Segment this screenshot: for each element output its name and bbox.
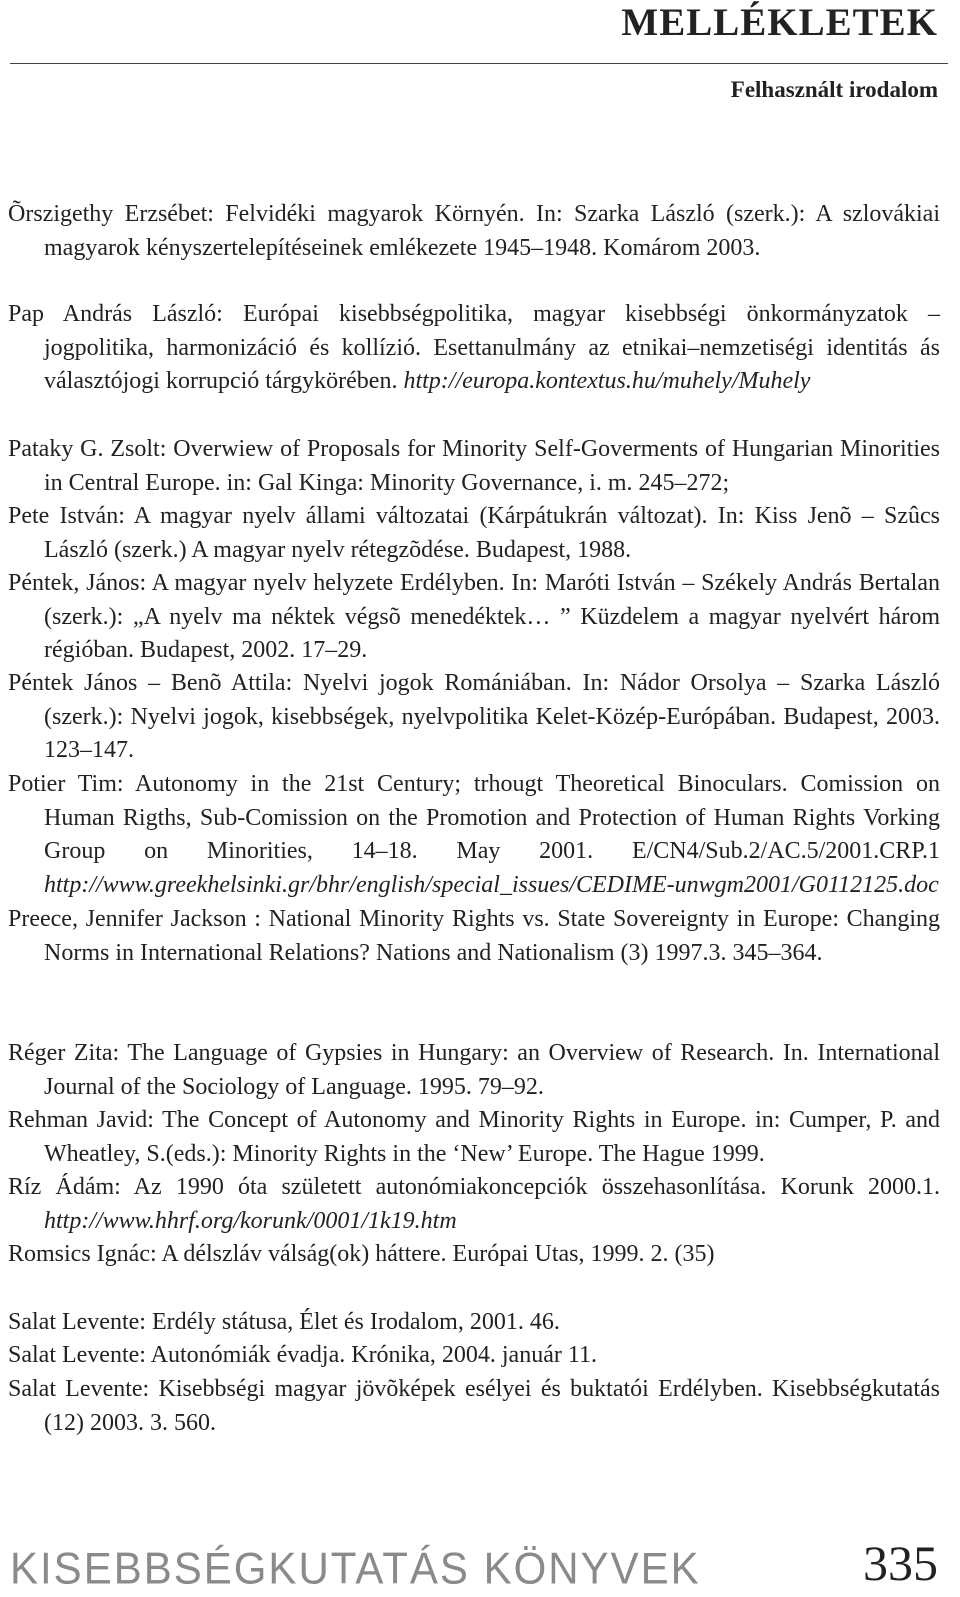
- reference-item: Ríz Ádám: Az 1990 óta született autonómiakoncepciók összehasonlítása. Korunk 2000.1. http://www.hhrf.org/korunk/0001/1k19.htm: [8, 1174, 940, 1234]
- reference-item: Salat Levente: Kisebbségi magyar jövõképek esélyei és buktatói Erdélyben. Kisebbségkutatás (12) 2003. 3. 560.: [8, 1376, 940, 1436]
- header-rule: [10, 63, 948, 64]
- reference-item: Pete István: A magyar nyelv állami változatai (Kárpátukrán változat). In: Kiss Jenõ – Szûcs László (szerk.) A magyar nyelv rétegzõdése. Budapest, 1988.: [8, 503, 940, 563]
- reference-item: Pap András László: Európai kisebbségpolitika, magyar kisebbségi önkormányzatok – jogpolitika, harmonizáció és kollízió. Esettanulmány az etnikai–nemzetiségi identitás ás választójogi korrupció tárgykörében. http://europa.kontextus.hu/muhely/Muhely: [8, 301, 940, 394]
- reference-url-link[interactable]: http://www.greekhelsinki.gr/bhr/english/special_issues/CEDIME-unwgm2001/G0112125.doc: [44, 871, 939, 898]
- page-header-title: MELLÉKLETEK: [621, 1, 938, 44]
- reference-item: Romsics Ignác: A délszláv válság(ok) háttere. Európai Utas, 1999. 2. (35): [8, 1241, 715, 1267]
- reference-url-link[interactable]: http://europa.kontextus.hu/muhely/Muhely: [403, 368, 811, 394]
- reference-item: Péntek János – Benõ Attila: Nyelvi jogok Romániában. In: Nádor Orsolya – Szarka László (szerk.): Nyelvi jogok, kisebbségek, nyelvpolitika Kelet-Közép-Európában. Budapest, 2003. 123–147.: [8, 670, 940, 763]
- reference-item: Pataky G. Zsolt: Overwiew of Proposals for Minority Self-Goverments of Hungarian Minorities in Central Europe. in: Gal Kinga: Minority Governance, i. m. 245–272;: [8, 436, 940, 496]
- reference-item: Õrszigethy Erzsébet: Felvidéki magyarok Környén. In: Szarka László (szerk.): A szlovákiai magyarok kényszertelepítéseinek emlékezete 1945–1948. Komárom 2003.: [8, 201, 940, 261]
- section-title: Felhasznált irodalom: [730, 77, 938, 102]
- reference-item: Preece, Jennifer Jackson : National Minority Rights vs. State Sovereignty in Europe: Changing Norms in International Relations? Nations and Nationalism (3) 1997.3. 345–364.: [8, 906, 940, 966]
- reference-item: Réger Zita: The Language of Gypsies in Hungary: an Overview of Research. In. International Journal of the Sociology of Language. 1995. 79–92.: [8, 1040, 940, 1100]
- page-number: 335: [863, 1535, 938, 1591]
- footer-series-title: KISEBBSÉGKUTATÁS KÖNYVEK: [10, 1543, 701, 1594]
- reference-url-link[interactable]: http://www.hhrf.org/korunk/0001/1k19.htm: [44, 1207, 457, 1234]
- reference-item: Potier Tim: Autonomy in the 21st Century; trhougt Theoretical Binoculars. Comission on Human Rigths, Sub-Comission on the Promotion and Protection of Human Rights Vorking Group on Minorities, 14–18. May 2001. E/CN4/Sub.2/AC.5/2001.CRP.1 http://www.greekhelsinki.gr/bhr/english/special_issues/CEDIME-unwgm2001/G0112125.doc: [8, 771, 940, 898]
- reference-item: Salat Levente: Autonómiák évadja. Krónika, 2004. január 11.: [8, 1342, 597, 1368]
- reference-item: Rehman Javid: The Concept of Autonomy and Minority Rights in Europe. in: Cumper, P. and Wheatley, S.(eds.): Minority Rights in the ‘New’ Europe. The Hague 1999.: [8, 1107, 940, 1167]
- reference-item: Salat Levente: Erdély státusa, Élet és Irodalom, 2001. 46.: [8, 1309, 560, 1335]
- reference-item: Péntek, János: A magyar nyelv helyzete Erdélyben. In: Maróti István – Székely András Bertalan (szerk.): „A nyelv ma néktek végsõ menedéktek… ” Küzdelem a magyar nyelvért három régióban. Budapest, 2002. 17–29.: [8, 570, 940, 663]
